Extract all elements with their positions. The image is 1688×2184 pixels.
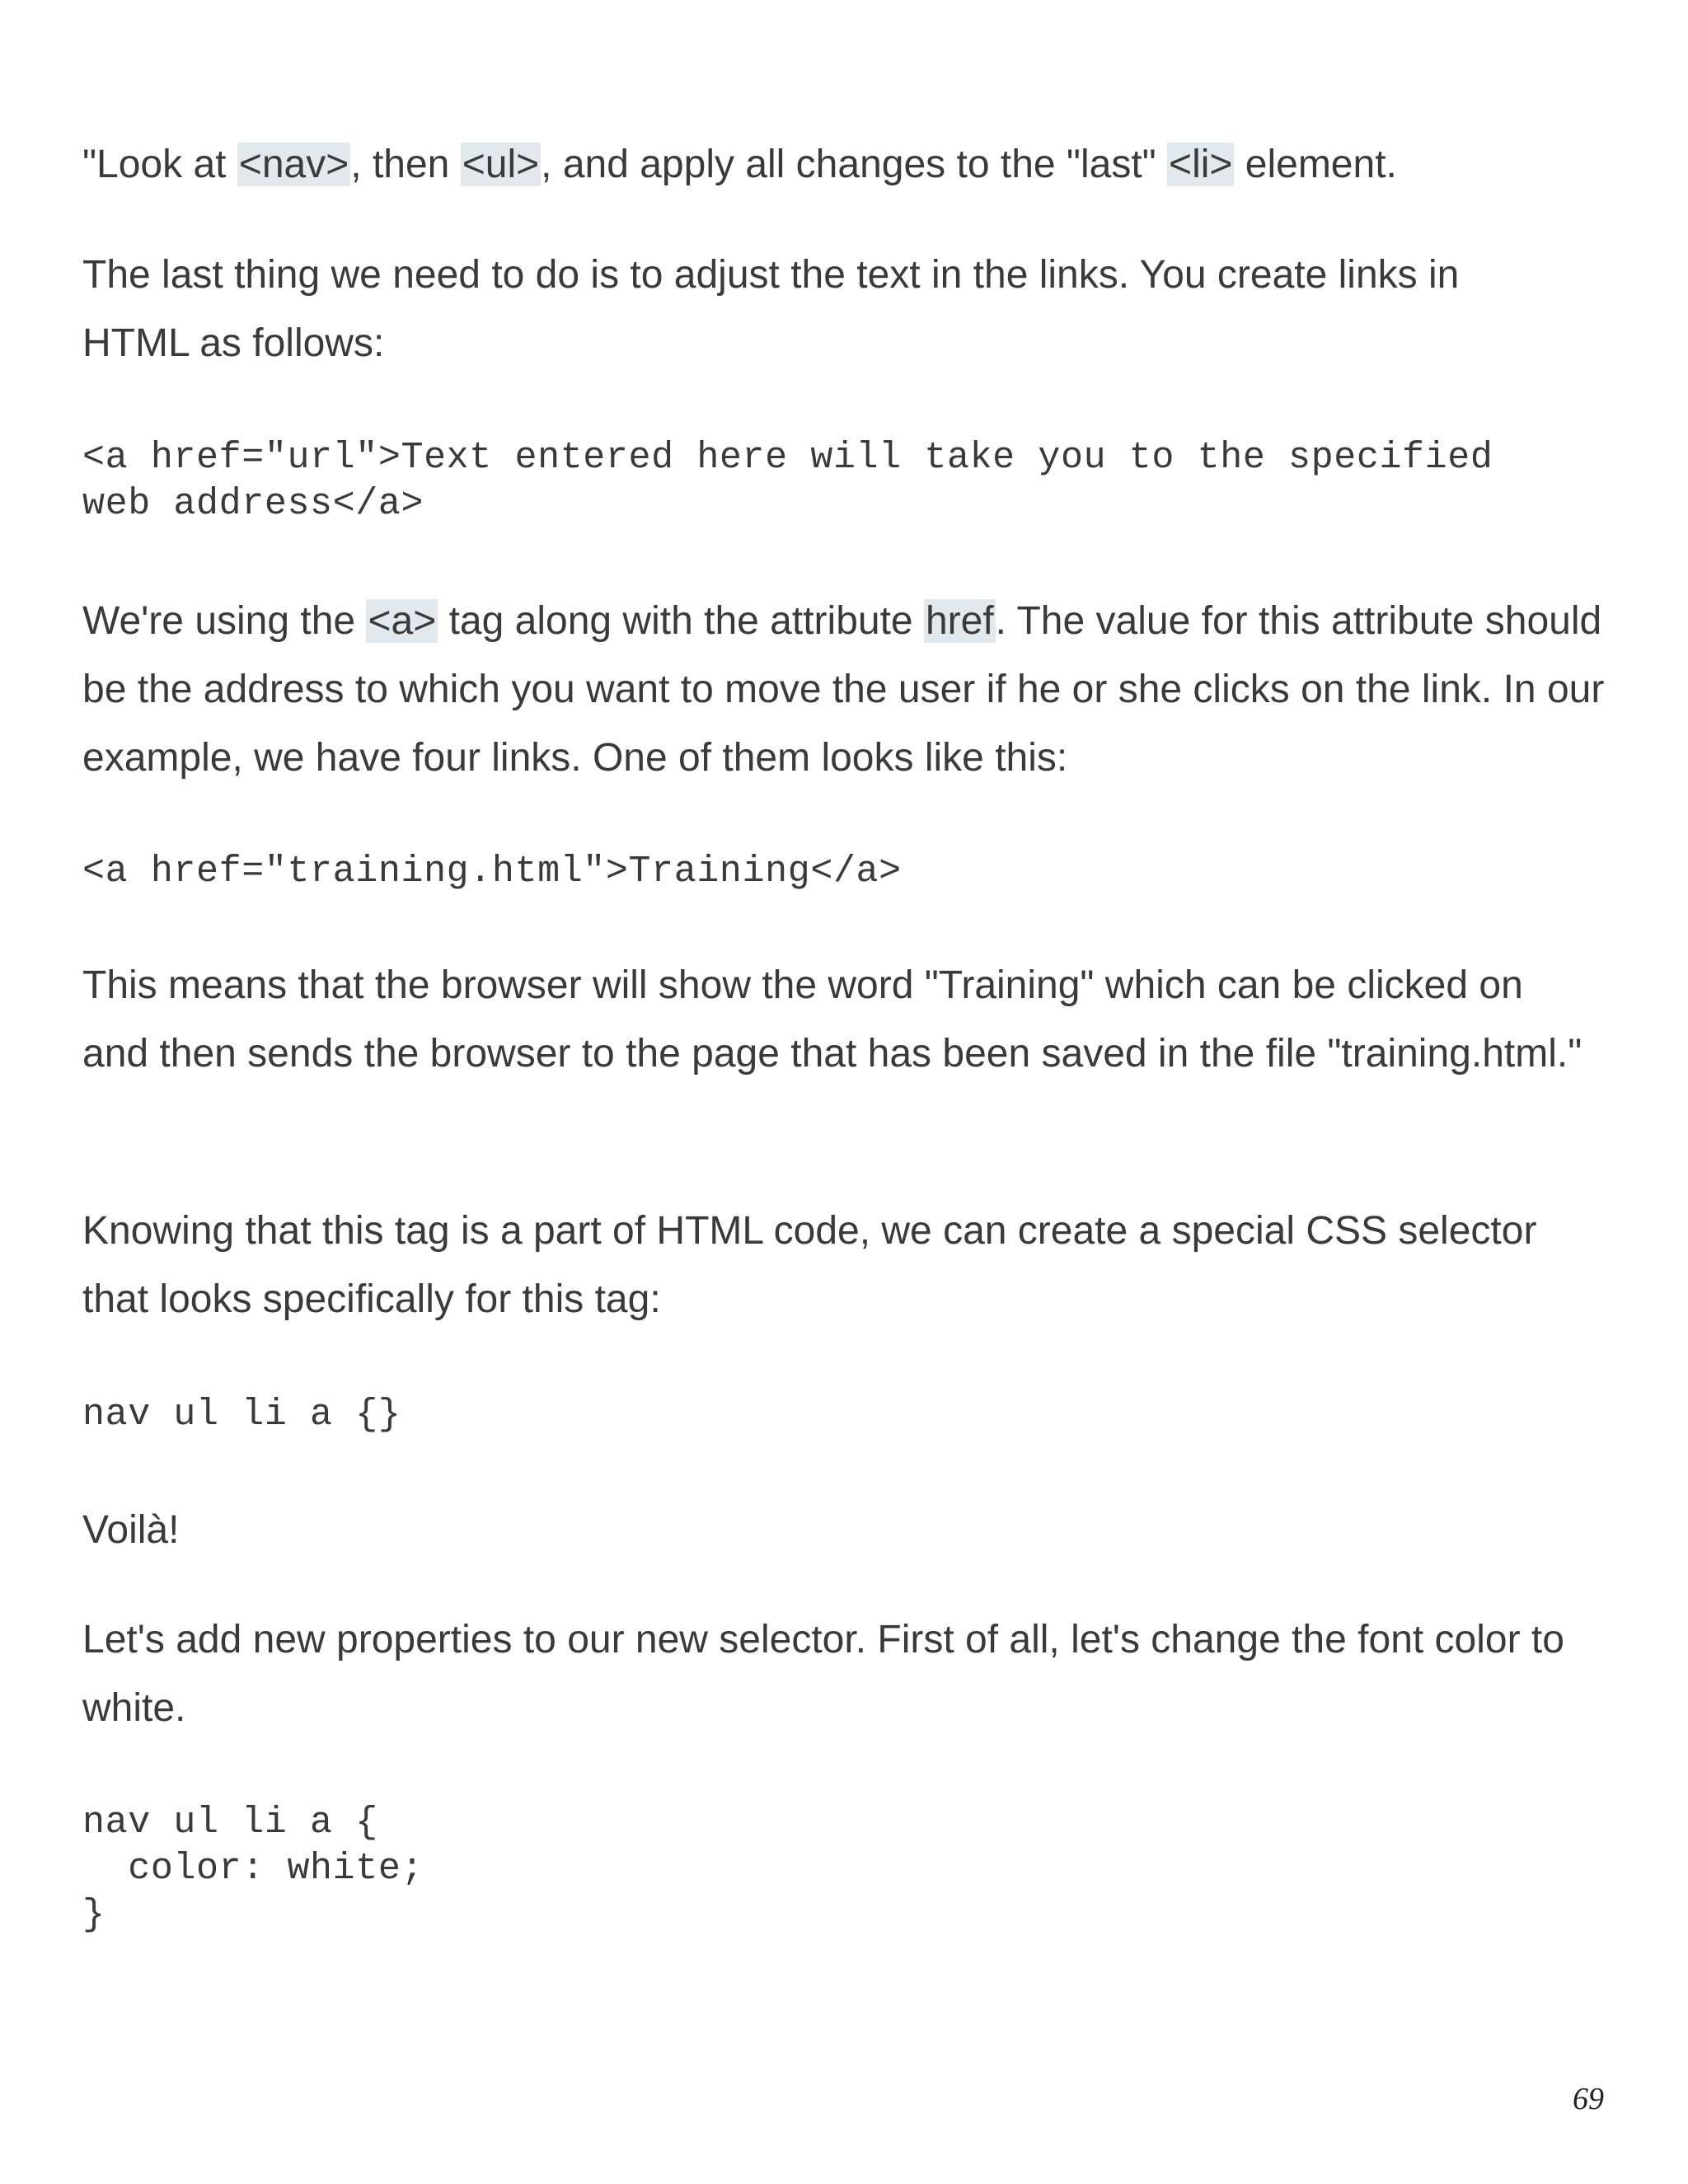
inline-code-a: <a> [368, 599, 437, 643]
paragraph-voila: Voilà! [82, 1508, 180, 1552]
paragraph-look-at-nav [82, 130, 1615, 199]
paragraph-browser-training: This means that the browser will show the word "Training" which can be clicked on and then sends the browser to the page that has been saved in the file "training.html." [82, 963, 1582, 1076]
text-run: , then [350, 143, 461, 186]
text-run: . The value for this attribute should be the address to which you want to move the user if he or she clicks on the link. In our example, we have four links. One of them looks like this: [82, 599, 1605, 780]
page-number: 69 [1573, 2082, 1604, 2116]
inline-code-href: href [925, 599, 994, 643]
inline-code-ul: <ul> [462, 143, 540, 186]
text-run: tag along with the attribute [438, 599, 924, 643]
code-block-anchor-example: <a href="url">Text entered here will take you to the specified web address</a> [82, 437, 1493, 525]
paragraph-css-selector: Knowing that this tag is a part of HTML code, we can create a special CSS selector that looks specifically for this tag: [82, 1209, 1537, 1321]
paragraph-new-properties: Let's add new properties to our new selector. First of all, let's change the font color to white. [82, 1618, 1564, 1730]
text-run: "Look at [82, 143, 237, 186]
paragraph-a-tag-href [82, 587, 1615, 792]
text-run: , and apply all changes to the "last" [541, 143, 1168, 186]
inline-code-li: <li> [1169, 143, 1233, 186]
code-block-training-link: <a href="training.html">Training</a> [82, 851, 902, 893]
code-block-color-white: nav ul li a { color: white; } [82, 1802, 424, 1936]
paragraph-links-intro: The last thing we need to do is to adjust the text in the links. You create links in HTML as follows: [82, 253, 1460, 365]
inline-code-nav: <nav> [238, 143, 349, 186]
text-run: We're using the [82, 599, 367, 643]
text-run: element. [1234, 143, 1397, 186]
code-block-selector: nav ul li a {} [82, 1394, 401, 1436]
